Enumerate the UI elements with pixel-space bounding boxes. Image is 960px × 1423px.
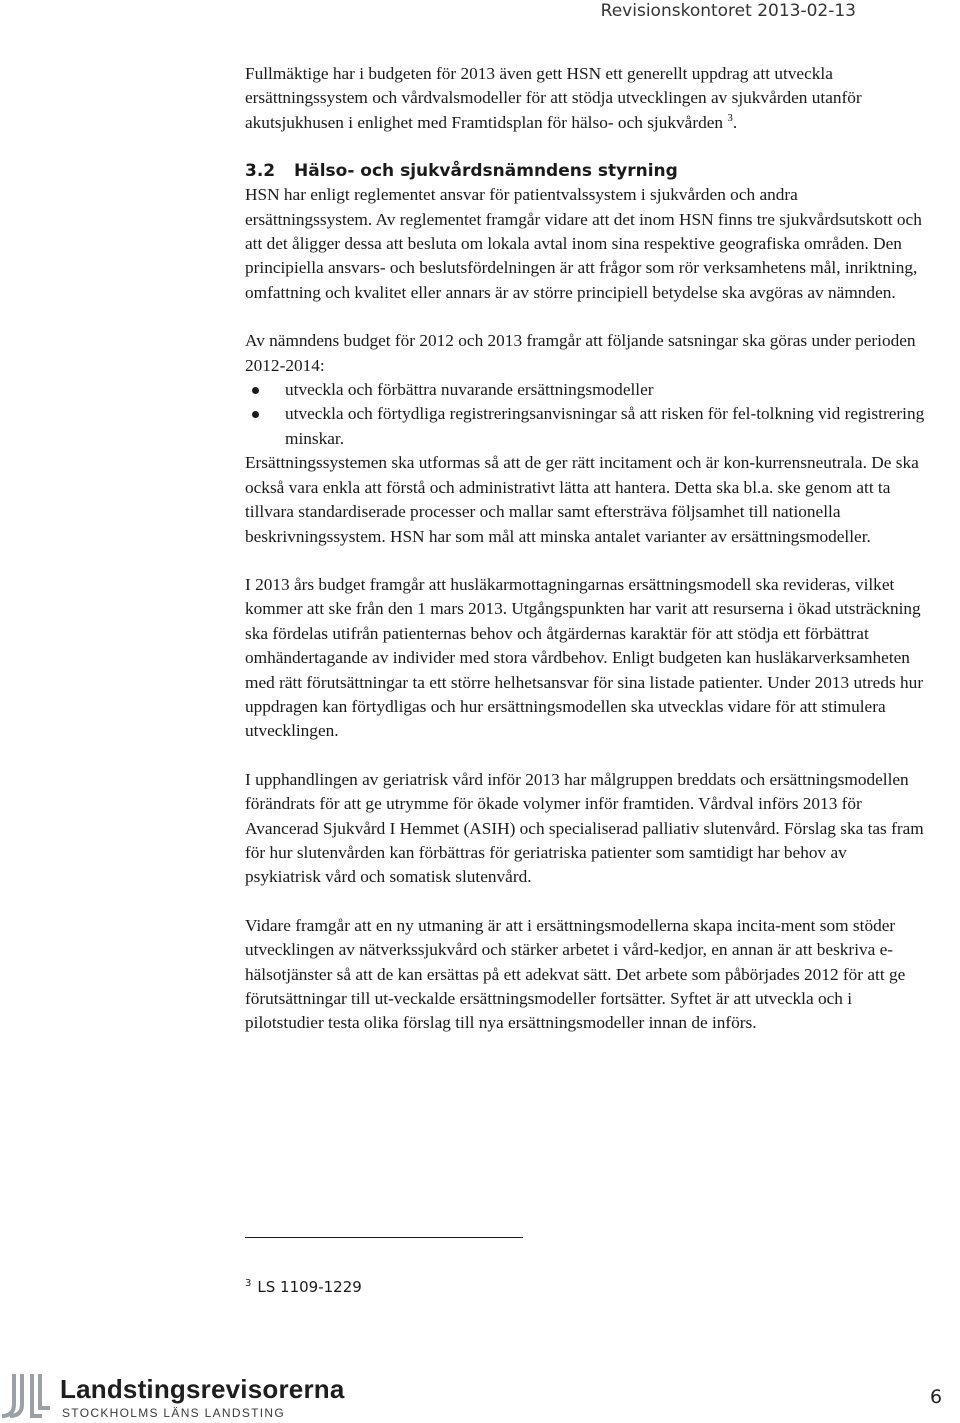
bullet-icon [252, 387, 259, 394]
list-item [245, 402, 925, 451]
footnote-text: LS 1109-1229 [257, 1278, 362, 1296]
footnote-divider [245, 1237, 523, 1238]
logo-subtitle: STOCKHOLMS LÄNS LANDSTING [62, 1406, 285, 1420]
paragraph-1 [245, 62, 925, 135]
paragraph-6: I upphandlingen av geriatrisk vård inför 2013 har målgruppen breddats och ersättningsmodellen förändrats för att ge utrymme för ökade volymer inför framtiden. Vårdval införs 2013 för Avancerad Sjukvård I Hemmet (ASIH) och specialiserad palliativ slutenvård. Förslag ska tas fram för hur slutenvården kan förbättras för geriatriska patienter som samtidigt har behov av psykiatrisk vård och somatisk slutenvård. [245, 769, 924, 887]
paragraph-1-text: Fullmäktige har i budgeten för 2013 även gett HSN ett generellt uppdrag att utveckla ersättningssystem och vårdvalsmodeller för att stödja utvecklingen av sjukvården utanför akutsjukhusen i enlighet med Framtidsplan för hälso- och sjukvården [245, 64, 862, 132]
page-number: 6 [930, 1386, 943, 1408]
paragraph-2: HSN har enligt reglementet ansvar för patientvalssystem i sjukvården och andra ersättningssystem. Av reglementet framgår vidare att det inom HSN finns tre sjukvårdsutskott och att det åligger dessa att besluta om lokala avtal inom sina respektive geografiska områden. Den principiella ansvars- och beslutsfördelningen är att frågor som rör verksamhetens mål, inriktning, omfattning och kvalitet eller annars är av större principiell betydelse ska avgöras av nämnden. [245, 185, 922, 302]
paragraph-7: Vidare framgår att en ny utmaning är att i ersättningsmodellerna skapa incita-ment som stöder utvecklingen av nätverkssjukvård och stärker arbetet i vård-kedjor, en annan är att beskriva e-hälsotjänster så att de kan ersättas på ett adekvat sätt. Det arbete som påbörjades 2012 för att ge förutsättningar till ut-veckalde ersättningsmodeller fortsätter. Syftet är att utveckla och i pilotstudier testa olika förslag till nya ersättningsmodeller innan de införs. [245, 915, 906, 1033]
paragraph-3: Av nämndens budget för 2012 och 2013 framgår att följande satsningar ska göras under perioden 2012-2014: [245, 331, 916, 375]
organization-logo [0, 1368, 380, 1423]
section-heading [245, 159, 925, 183]
footnote [245, 1278, 362, 1296]
paragraph-1-end: . [732, 112, 738, 132]
bullet-icon [252, 411, 259, 418]
footnote-number: 3 [245, 1278, 252, 1289]
section-title: Hälso- och sjukvårdsnämndens styrning [294, 161, 678, 182]
list-item-text: utveckla och förtydliga registreringsanvisningar så att risken för fel-tolkning vid registrering minskar. [285, 404, 925, 448]
paragraph-4: Ersättningssystemen ska utformas så att de ger rätt incitament och är kon-kurrensneutrala. De ska också vara enkla att förstå och administrativt lätta att hantera. Detta ska bl.a. ske genom att ta tillvara standardiserade processer och mallar samt eftersträva följsamhet till nationella beskrivningssystem. HSN har som mål att minska antalet varianter av ersättningsmodeller. [245, 453, 919, 546]
list-item [245, 378, 925, 402]
logo-name: Landstingsrevisorerna [60, 1374, 345, 1404]
paragraph-5: I 2013 års budget framgår att husläkarmottagningarnas ersättningsmodell ska revideras, vilket kommer att ske från den 1 mars 2013. Utgångspunkten har varit att resurserna i ökad utsträckning ska fördelas utifrån patienternas behov och åtgärdernas karaktär för att stödja ett förbättrat omhändertagande av individer med stora vårdbehov. Enligt budgeten kan husläkarverksamheten med rätt förutsättningar ta ett större helhetsansvar för sina listade patienter. Under 2013 utreds hur uppdragen kan förtydligas och hur ersättningsmodellen ska utvecklas vidare för att stimulera utvecklingen. [245, 574, 924, 741]
page-header: Revisionskontoret 2013-02-13 [600, 1, 856, 21]
section-number: 3.2 [245, 161, 276, 182]
document-body [245, 62, 925, 1036]
footnote-ref[interactable]: 3 [727, 112, 733, 125]
sll-logo-icon [0, 1374, 56, 1420]
bullet-list [245, 378, 925, 451]
list-item-text: utveckla och förbättra nuvarande ersättningsmodeller [285, 380, 654, 400]
